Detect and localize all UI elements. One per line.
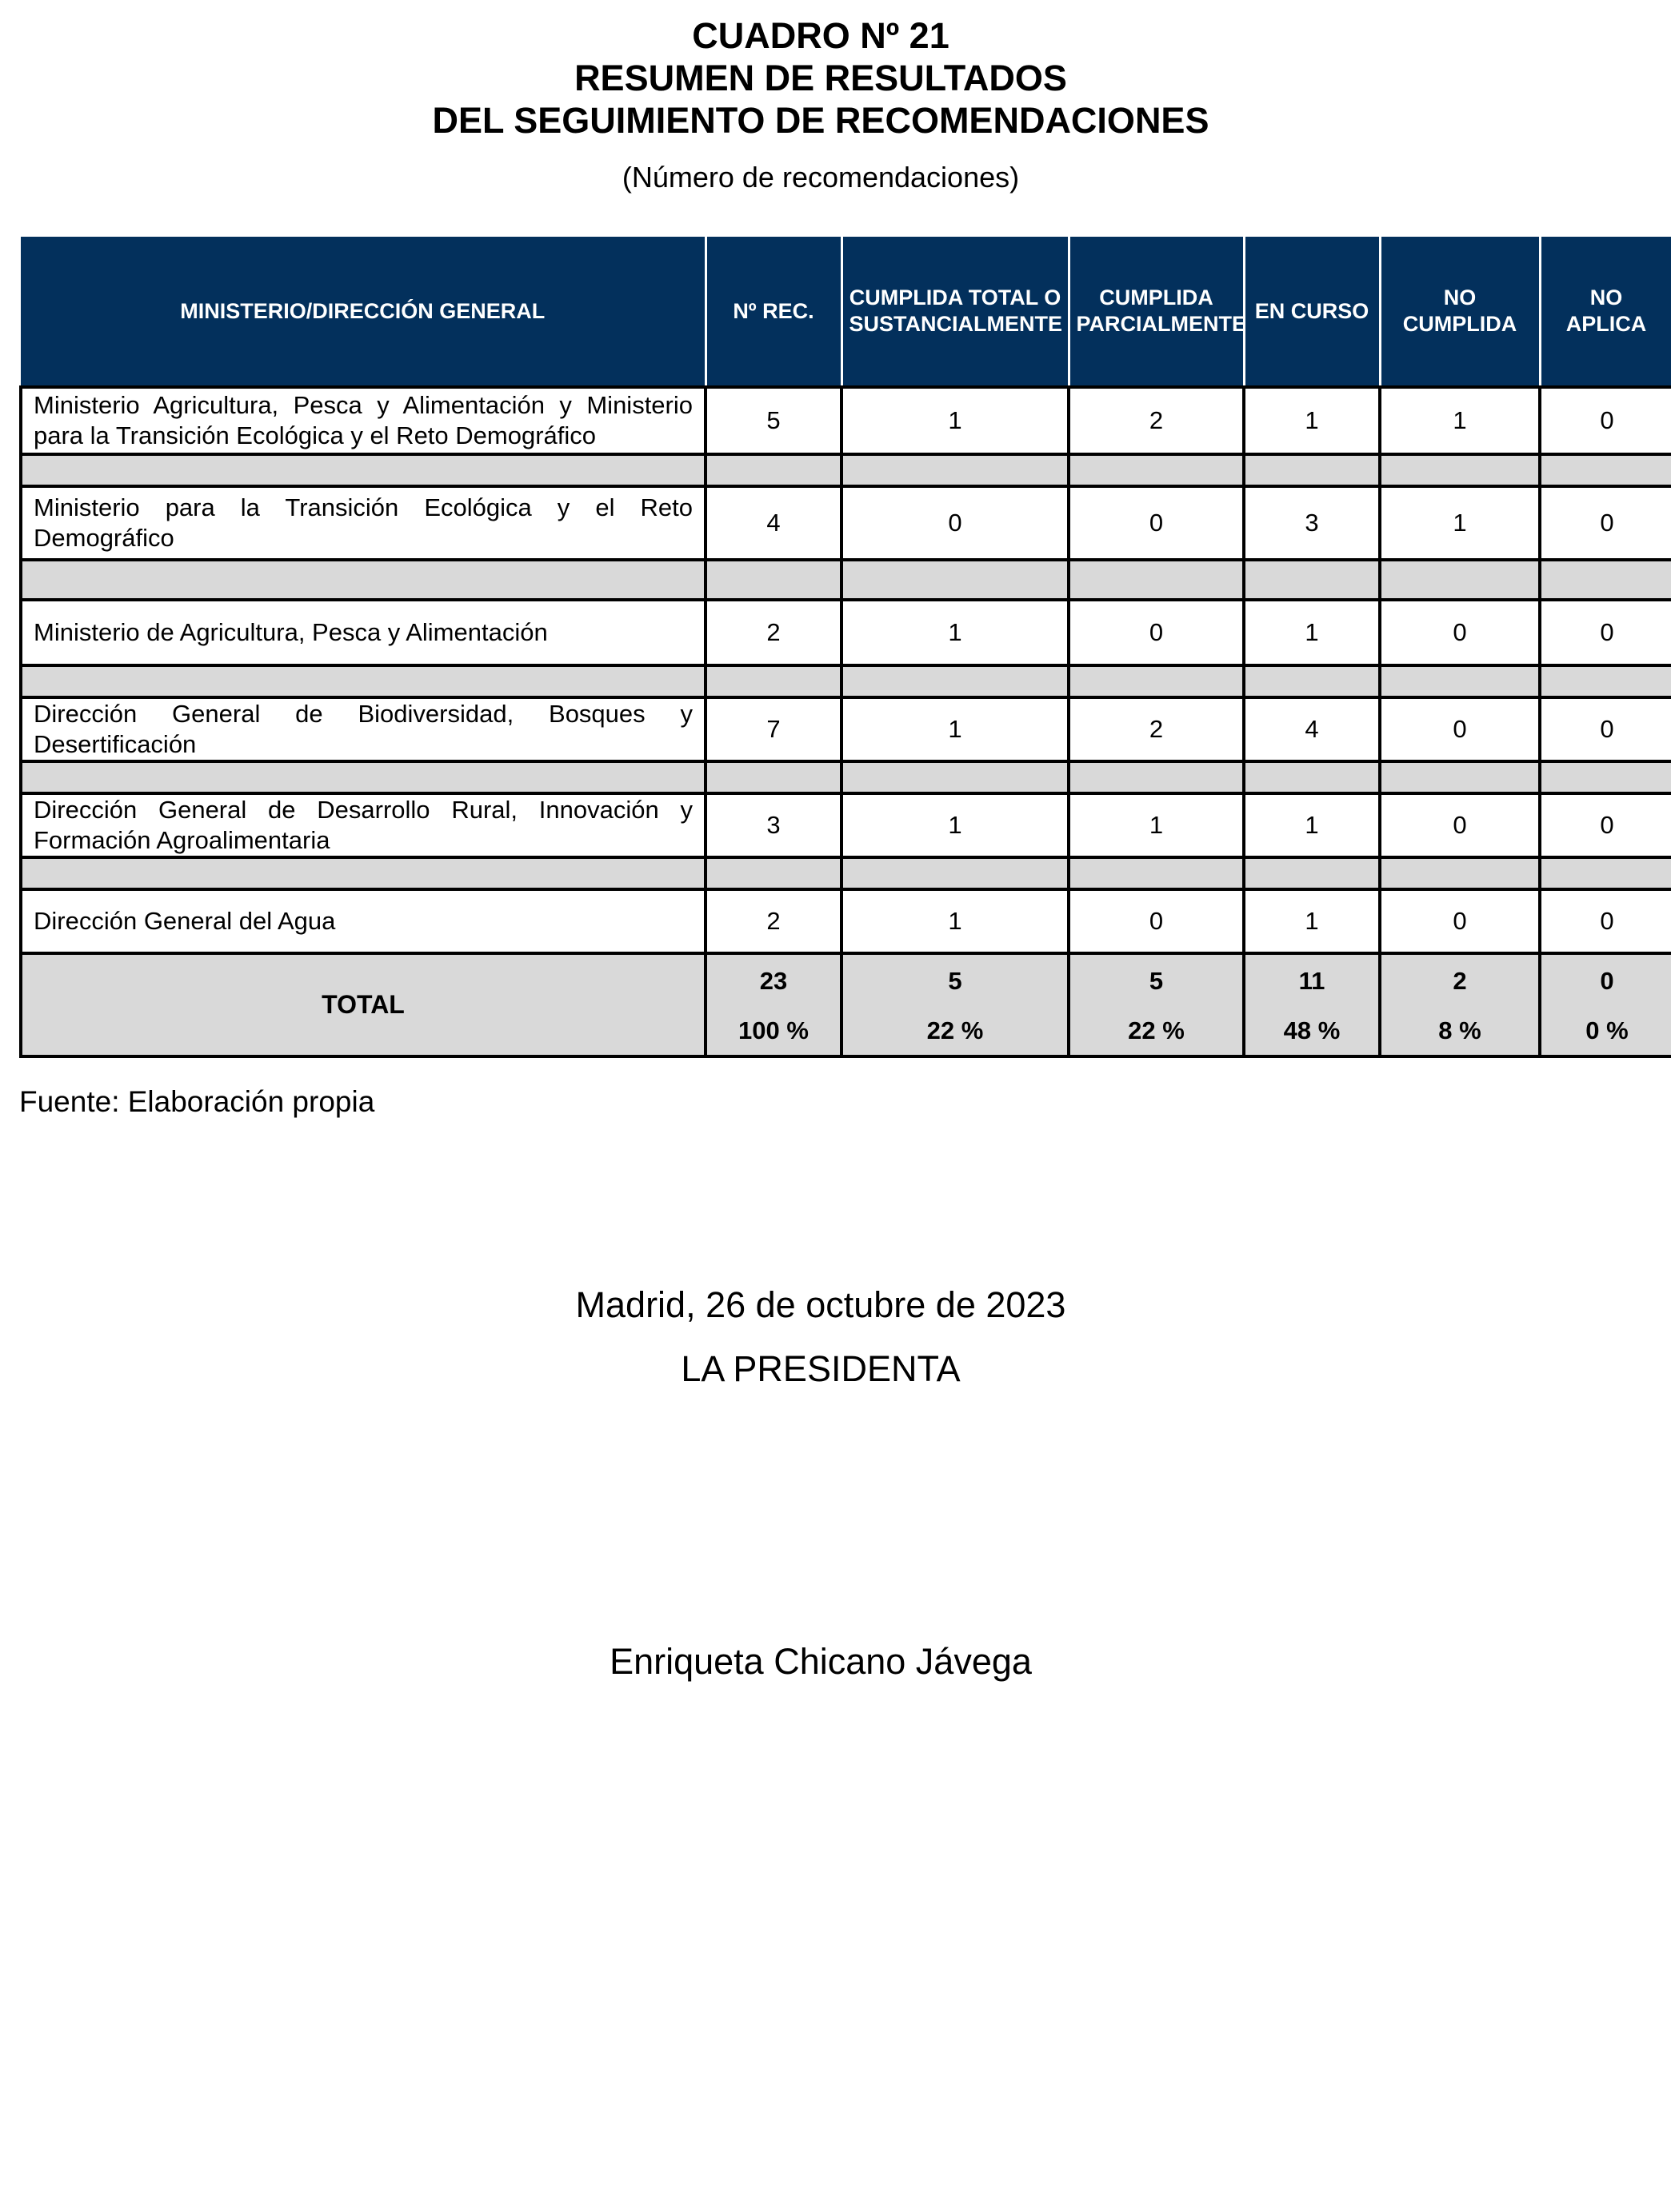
cell-cumplida-parcial: 1	[1069, 793, 1244, 857]
spacer-row	[21, 761, 1671, 793]
table-row	[21, 387, 1671, 454]
total-percent: 0 %	[1540, 1007, 1671, 1056]
table-row	[21, 793, 1671, 857]
cell-cumplida-parcial: 2	[1069, 387, 1244, 454]
row-name: Ministerio Agricultura, Pesca y Alimentación y Ministerio para la Transición Ecológica y el Reto Demográfico	[21, 387, 706, 454]
cell-no-aplica: 0	[1540, 697, 1671, 761]
spacer-row	[21, 665, 1671, 697]
signer-name: Enriqueta Chicano Jávega	[610, 1641, 1032, 1682]
cell-num-rec: 2	[706, 600, 841, 665]
col-header-en-curso: EN CURSO	[1244, 237, 1380, 387]
table-subtitle: (Número de recomendaciones)	[622, 161, 1020, 194]
total-row	[21, 953, 1671, 1007]
col-header-num-rec: Nº REC.	[706, 237, 841, 387]
cell-no-cumplida: 1	[1380, 486, 1540, 560]
cell-no-aplica: 0	[1540, 387, 1671, 454]
cell-no-cumplida: 0	[1380, 600, 1540, 665]
table-header-row	[21, 237, 1671, 387]
cell-num-rec: 5	[706, 387, 841, 454]
total-value: 5	[1069, 953, 1244, 1007]
cell-cumplida-parcial: 0	[1069, 486, 1244, 560]
row-name: Dirección General del Agua	[21, 889, 706, 953]
place-date: Madrid, 26 de octubre de 2023	[575, 1284, 1066, 1325]
total-value: 23	[706, 953, 841, 1007]
cell-no-aplica: 0	[1540, 486, 1671, 560]
table-row	[21, 697, 1671, 761]
total-percent: 8 %	[1380, 1007, 1540, 1056]
total-value: 2	[1380, 953, 1540, 1007]
total-percent: 22 %	[1069, 1007, 1244, 1056]
spacer-row	[21, 560, 1671, 600]
document-title	[0, 14, 1641, 142]
source-note: Fuente: Elaboración propia	[19, 1085, 375, 1118]
cell-cumplida-parcial: 0	[1069, 600, 1244, 665]
total-percent: 22 %	[841, 1007, 1069, 1056]
summary-table	[19, 237, 1671, 1058]
col-header-ministerio: MINISTERIO/DIRECCIÓN GENERAL	[21, 237, 706, 387]
cell-cumplida-total: 1	[841, 793, 1069, 857]
cell-en-curso: 3	[1244, 486, 1380, 560]
cell-no-cumplida: 0	[1380, 793, 1540, 857]
cell-no-aplica: 0	[1540, 793, 1671, 857]
row-name: Dirección General de Biodiversidad, Bosques y Desertificación	[21, 697, 706, 761]
col-header-no-cumplida: NO CUMPLIDA	[1380, 237, 1540, 387]
total-value: 11	[1244, 953, 1380, 1007]
total-percent: 100 %	[706, 1007, 841, 1056]
cell-no-aplica: 0	[1540, 889, 1671, 953]
col-header-cumplida-total: CUMPLIDA TOTAL O SUSTANCIALMENTE	[841, 237, 1069, 387]
row-name: Ministerio para la Transición Ecológica y el Reto Demográfico	[21, 486, 706, 560]
cell-num-rec: 3	[706, 793, 841, 857]
spacer-row	[21, 857, 1671, 889]
cell-cumplida-parcial: 0	[1069, 889, 1244, 953]
cell-no-cumplida: 1	[1380, 387, 1540, 454]
signer-role: LA PRESIDENTA	[681, 1348, 961, 1389]
cell-en-curso: 1	[1244, 600, 1380, 665]
cell-en-curso: 1	[1244, 793, 1380, 857]
total-value: 0	[1540, 953, 1671, 1007]
cell-cumplida-total: 0	[841, 486, 1069, 560]
table-row	[21, 600, 1671, 665]
cell-en-curso: 1	[1244, 387, 1380, 454]
cell-cumplida-parcial: 2	[1069, 697, 1244, 761]
col-header-cumplida-parcial: CUMPLIDA PARCIALMENTE	[1069, 237, 1244, 387]
cell-num-rec: 2	[706, 889, 841, 953]
cell-no-aplica: 0	[1540, 600, 1671, 665]
total-percent: 48 %	[1244, 1007, 1380, 1056]
title-line-3: DEL SEGUIMIENTO DE RECOMENDACIONES	[432, 100, 1209, 141]
cell-no-cumplida: 0	[1380, 697, 1540, 761]
spacer-row	[21, 454, 1671, 486]
cell-en-curso: 1	[1244, 889, 1380, 953]
cell-cumplida-total: 1	[841, 889, 1069, 953]
title-line-2: RESUMEN DE RESULTADOS	[574, 58, 1067, 98]
cell-cumplida-total: 1	[841, 600, 1069, 665]
cell-num-rec: 4	[706, 486, 841, 560]
row-name: Dirección General de Desarrollo Rural, Innovación y Formación Agroalimentaria	[21, 793, 706, 857]
cell-no-cumplida: 0	[1380, 889, 1540, 953]
col-header-no-aplica: NO APLICA	[1540, 237, 1671, 387]
cell-num-rec: 7	[706, 697, 841, 761]
total-value: 5	[841, 953, 1069, 1007]
table-row	[21, 486, 1671, 560]
total-label: TOTAL	[21, 953, 706, 1056]
cell-cumplida-total: 1	[841, 387, 1069, 454]
title-line-1: CUADRO Nº 21	[692, 15, 949, 56]
cell-cumplida-total: 1	[841, 697, 1069, 761]
table-row	[21, 889, 1671, 953]
row-name: Ministerio de Agricultura, Pesca y Alimentación	[21, 600, 706, 665]
cell-en-curso: 4	[1244, 697, 1380, 761]
